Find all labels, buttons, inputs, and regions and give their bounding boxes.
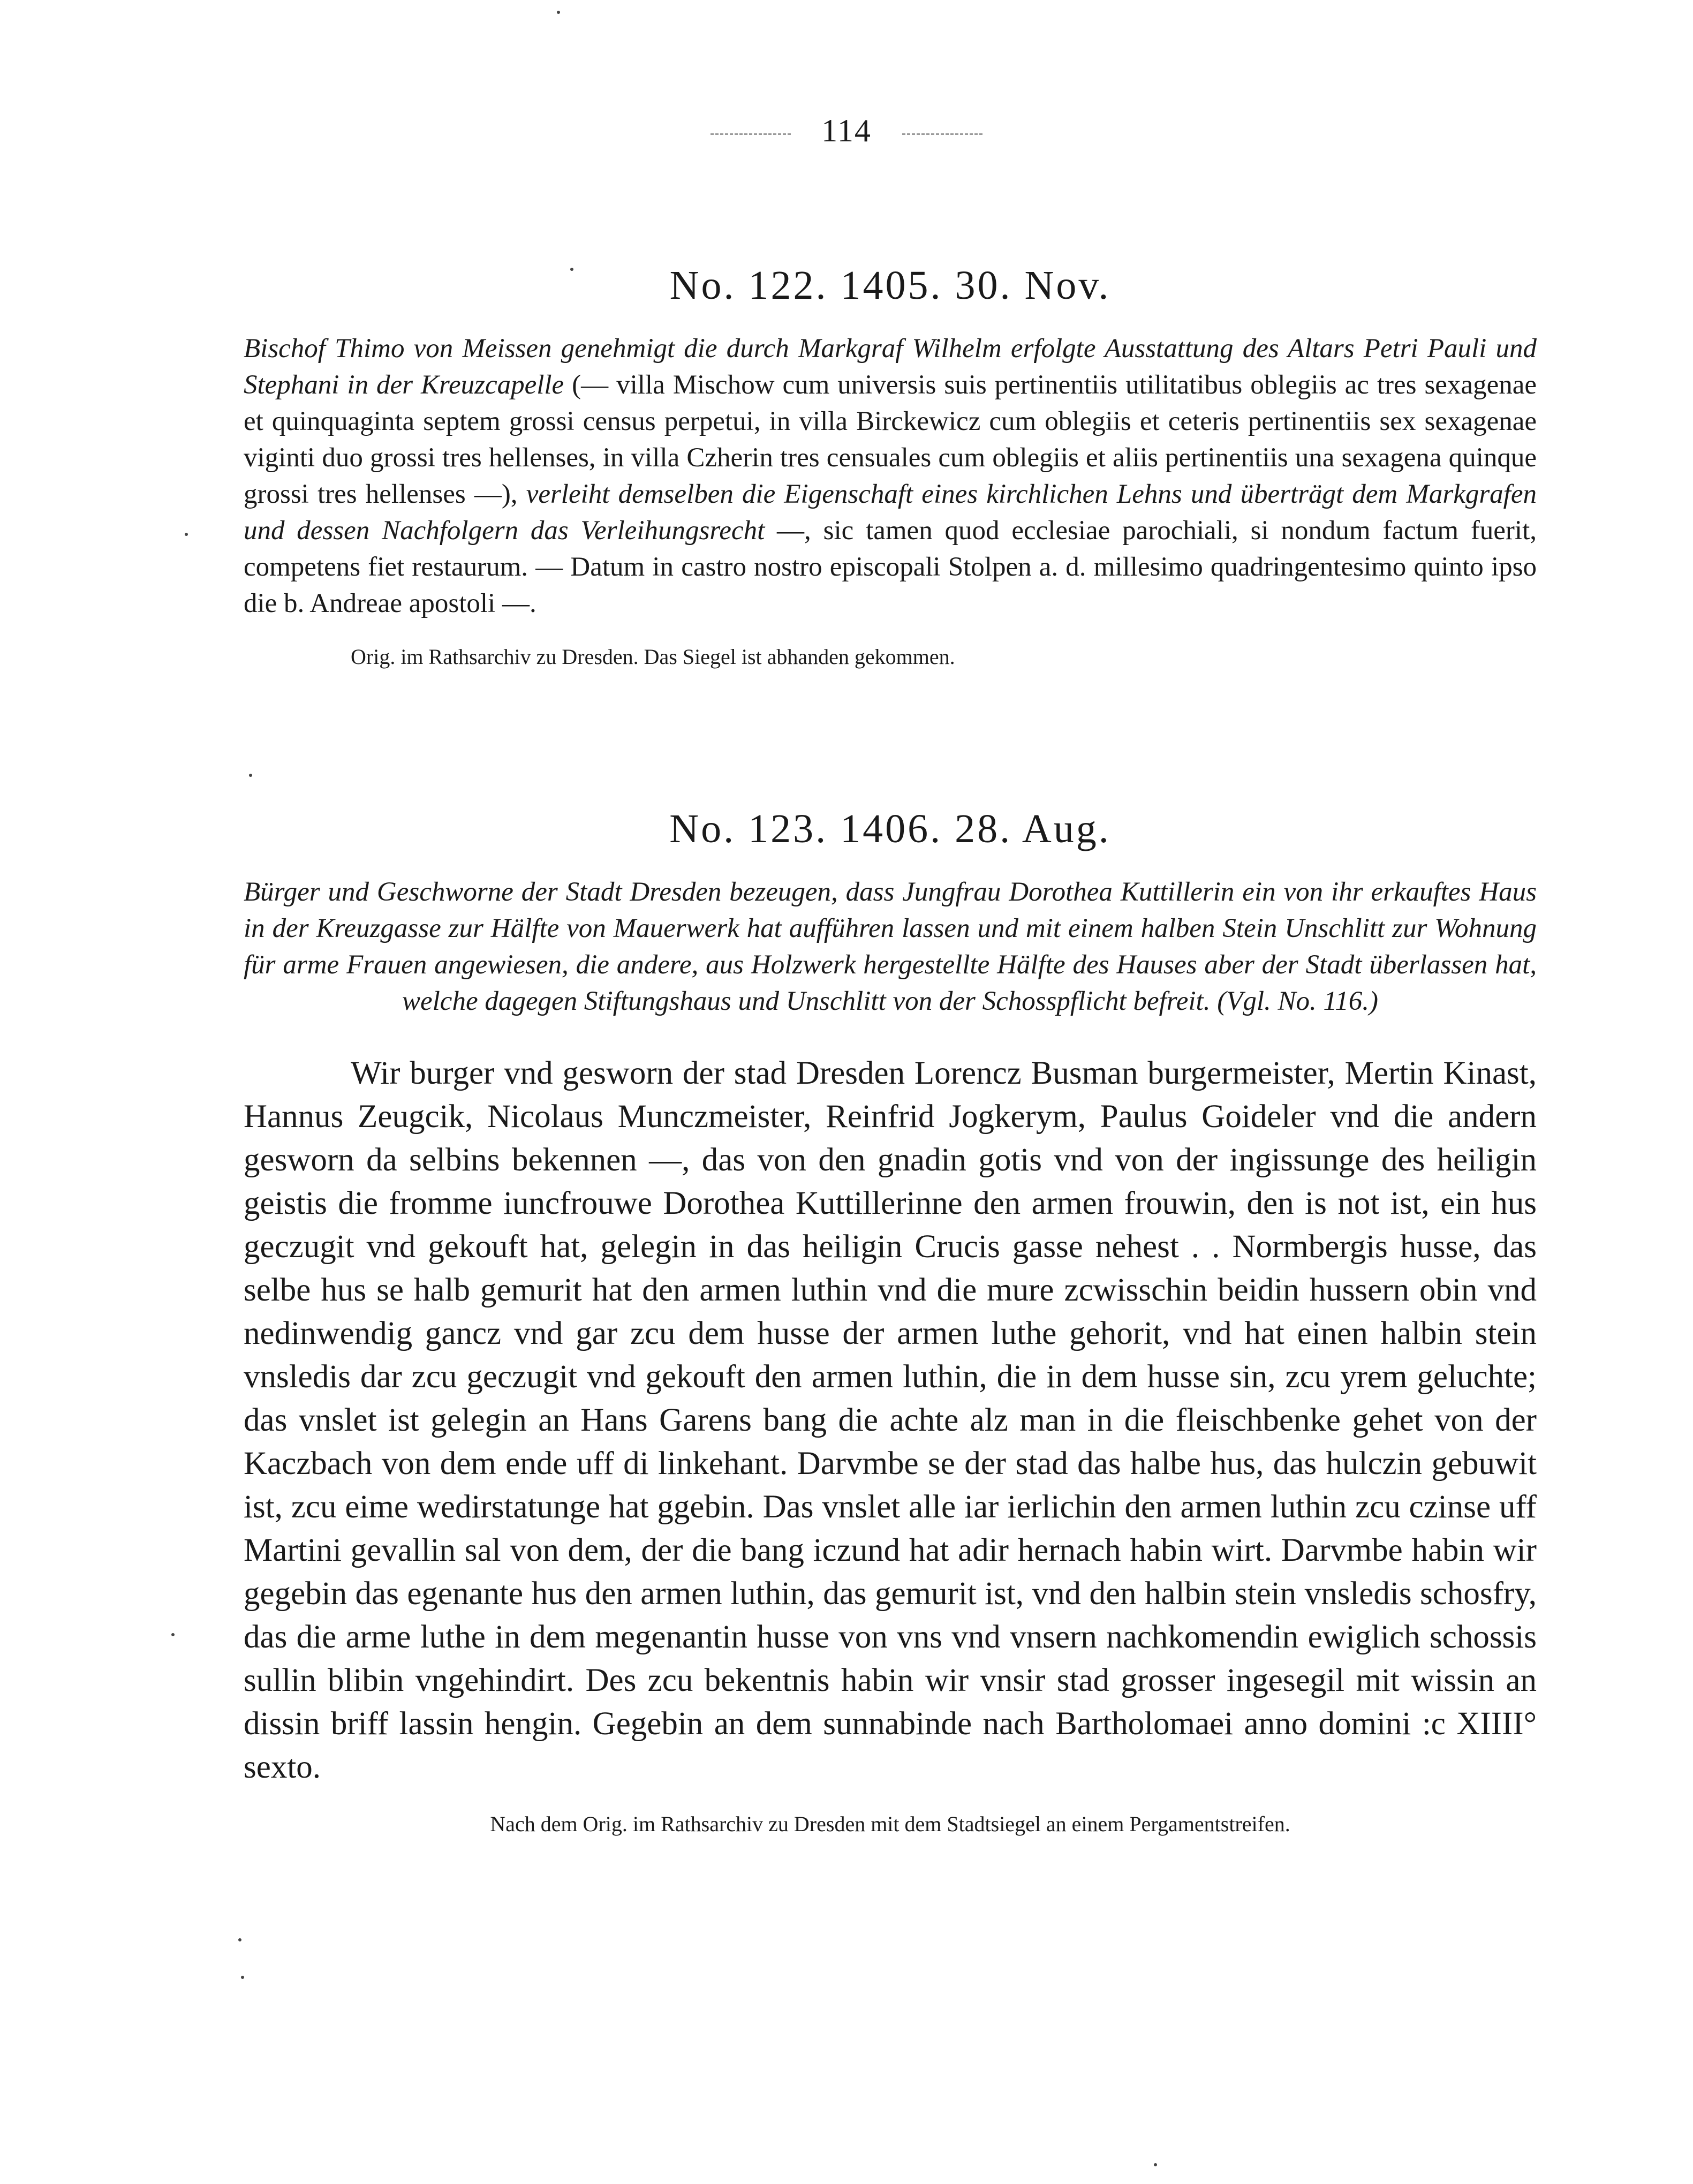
entry-123 xyxy=(244,806,1537,1838)
entry-122-regest xyxy=(244,330,1537,622)
scan-speck xyxy=(238,1938,241,1941)
entry-122-source-note: Orig. im Rathsarchiv zu Dresden. Das Siegel ist abhanden gekommen. xyxy=(351,645,955,669)
entry-122-regest-part-4: —, sic tamen quod ecclesiae parochiali, si nondum factum fuerit, competens fiet restaurum. — Datum in castro nostro episcopali Stolpen a. d. millesimo quadringentesimo quinto ipso die b. Andreae apostoli —. xyxy=(244,516,1537,618)
scan-speck xyxy=(557,11,560,14)
decorative-dash-left xyxy=(711,133,791,135)
scan-speck xyxy=(249,774,252,777)
page-number-text: 114 xyxy=(821,113,872,148)
scan-speck xyxy=(570,268,573,271)
scan-speck xyxy=(171,1633,175,1636)
entry-122-regest-part-3: verleiht demselben die Eigenschaft eines kirchlichen Lehns und überträgt dem Markgrafen und dessen Nachfolgern das Verleihungsrecht xyxy=(244,479,1537,546)
entry-123-heading: No. 123. 1406. 28. Aug. xyxy=(669,806,1111,851)
entry-123-source-note: Nach dem Orig. im Rathsarchiv zu Dresden mit dem Stadtsiegel an einem Pergamentstreifen. xyxy=(490,1812,1290,1836)
scan-speck xyxy=(185,533,188,536)
entry-122-heading: No. 122. 1405. 30. Nov. xyxy=(669,263,1111,308)
decorative-dash-right xyxy=(902,133,982,135)
entry-122-regest-part-1: Bischof Thimo von Meissen genehmigt die durch Markgraf Wilhelm erfolgte Ausstattung des Altars Petri Pauli und Stephani in der Kreuzcapelle xyxy=(244,334,1537,400)
entry-122-regest-part-2: (— villa Mischow cum universis suis pertinentiis utilitatibus oblegiis ac tres sexagenae et quinquaginta septem grossi census perpetui, in villa Birckewicz cum oblegiis et ceteris pertinentiis sex sexagenae viginti duo grossi tres hellenses, in villa Czherin tres censuales cum oblegiis et aliis pertinentiis una sexagena quinque grossi tres hellenses —), xyxy=(244,370,1537,509)
scan-speck xyxy=(1154,2163,1157,2166)
entry-122 xyxy=(244,262,1537,671)
entry-123-regest: Bürger und Geschworne der Stadt Dresden bezeugen, dass Jungfrau Dorothea Kuttillerin ein von ihr erkauftes Haus in der Kreuzgasse zur Hälfte von Mauerwerk hat aufführen lassen und mit einem halben Stein Unschlitt zur Wohnung für arme Frauen angewiesen, die andere, aus Holzwerk hergestellte Hälfte des Hauses aber der Stadt überlassen hat, welche dagegen Stiftungshaus und Unschlitt von der Schosspflicht befreit. (Vgl. No. 116.) xyxy=(244,877,1537,1016)
entry-123-document-text: Wir burger vnd gesworn der stad Dresden Lorencz Busman burgermeister, Mertin Kinast, Hannus Zeugcik, Nicolaus Munczmeister, Reinfrid Jogkerym, Paulus Goideler vnd die andern gesworn da selbins bekennen —, das von den gnadin gotis vnd von der ingissunge des heiligin geistis die fromme iuncfrouwe Dorothea Kuttillerinne den armen frouwin, den is not ist, ein hus geczugit vnd gekouft hat, gelegin in das heiligin Crucis gasse nehest . . Normbergis husse, das selbe hus se halb gemurit hat den armen luthin vnd die mure zcwisschin beidin hussern obin vnd nedinwendig gancz vnd gar zcu dem husse der armen luthe gehorit, vnd hat einen halbin stein vnsledis dar zcu geczugit vnd gekouft den armen luthin, die in dem husse sin, zcu yrem geluchte; das vnslet ist gelegin an Hans Garens bang die achte alz man in die fleischbenke gehet von der Kaczbach von dem ende uff di linkehant. Darvmbe se der stad das halbe hus, das hulczin gebuwit ist, zcu eime wedirstatunge hat ggebin. Das vnslet alle iar ierlichin den armen luthin zcu czinse uff Martini gevallin sal von dem, der die bang iczund hat adir hernach habin wirt. Darvmbe habin wir gegebin das egenante hus den armen luthin, das gemurit ist, vnd den halbin stein vnsledis schosfry, das die arme luthe in dem megenantin husse von vns vnd vnsern nachkomendin ewiglich schossis sullin blibin vngehindirt. Des zcu bekentnis habin wir vnsir stad grosser ingesegil mit wissin an dissin briff lassin hengin. Gegebin an dem sunnabinde nach Bartholomaei anno domini :c XIIII° sexto. xyxy=(244,1055,1537,1785)
scan-speck xyxy=(241,1976,244,1979)
page-number xyxy=(0,112,1693,149)
